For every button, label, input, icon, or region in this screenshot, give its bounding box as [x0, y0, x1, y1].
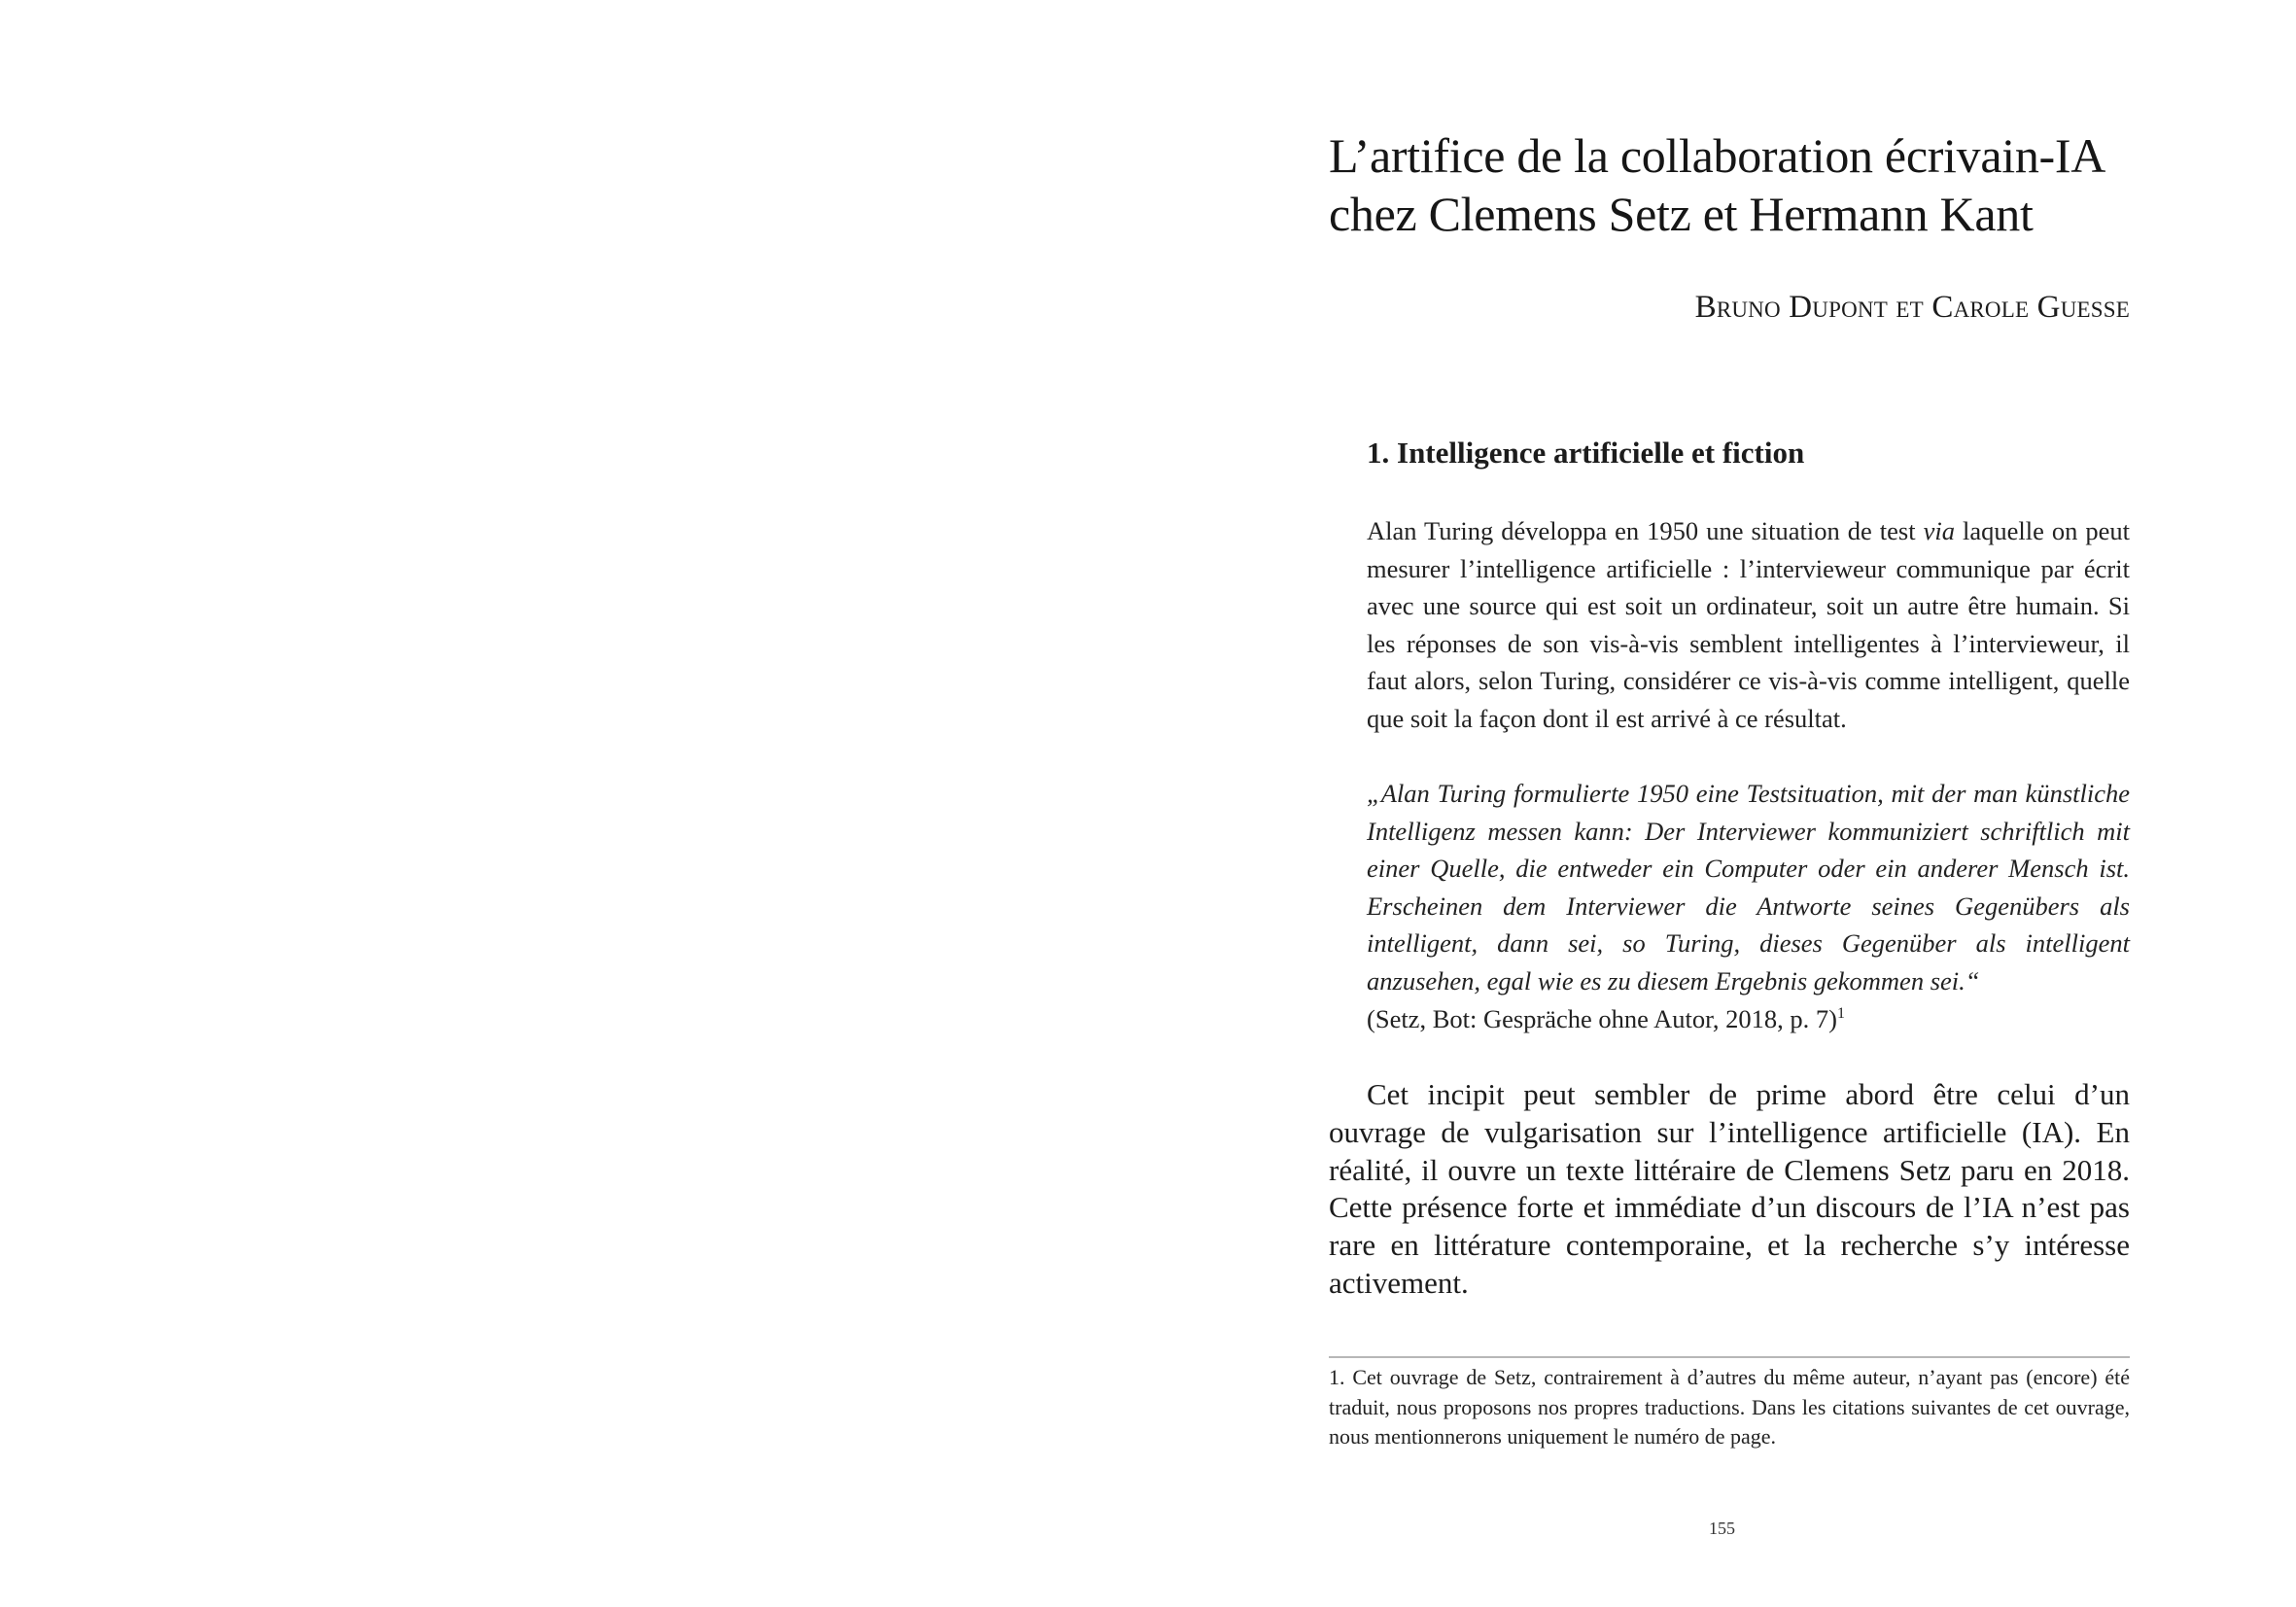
chapter-title-line-1: L’artifice de la collaboration écrivain-IA [1329, 128, 2106, 183]
body-paragraph: Cet incipit peut sembler de prime abord être celui d’un ouvrage de vulgarisation sur l’intelligence artificielle (IA). En réalité, il ouvre un texte littéraire de Clemens Setz paru en 2018. Cette présence forte et immédiate d’un discours de l’IA n’est pas rare en littérature contemporaine, et la recherche s’y intéresse activement. [1329, 1077, 2130, 1300]
intro-paragraph [1367, 512, 2130, 738]
page-number: 155 [1709, 1519, 1735, 1538]
section-heading: 1. Intelligence artificielle et fiction [1367, 436, 1805, 470]
footnote-reference: 1 [1836, 1005, 1845, 1023]
footnote-divider [1329, 1356, 2130, 1358]
quote-citation [1367, 1000, 2130, 1038]
intro-italic-word: via [1923, 516, 1955, 545]
chapter-title [1329, 126, 2130, 243]
footnote: 1. Cet ouvrage de Setz, contrairement à d’autres du même auteur, n’ayant pas (encore) été traduit, nous proposons nos propres traductions. Dans les citations suivantes de cet ouvrage, nous mentionnerons uniquement le numéro de page. [1329, 1365, 2130, 1449]
german-quote: „Alan Turing formulierte 1950 eine Testsituation, mit der man künstliche Intelligenz messen kann: Der Interviewer kommuniziert schriftlich mit einer Quelle, die entweder ein Computer oder ein anderer Mensch ist. Erscheinen dem Interviewer die Antworte seines Gegenübers als intelligent, dann sei, so Turing, dieses Gegenüber als intelligent anzusehen, egal wie es zu diesem Ergebnis gekommen sei.“ [1367, 779, 2130, 996]
quote-citation-text: (Setz, Bot: Gespräche ohne Autor, 2018, p. 7) [1367, 1004, 1837, 1033]
intro-text-end: laquelle on peut mesurer l’intelligence artificielle : l’intervieweur communique par écrit avec une source qui est soit un ordinateur, soit un autre être humain. Si les réponses de son vis-à-vis semblent intelligentes à l’intervieweur, il faut alors, selon Turing, considérer ce vis-à-vis comme intelligent, quelle que soit la façon dont il est arrivé à ce résultat. [1367, 516, 2130, 733]
chapter-title-line-2: chez Clemens Setz et Hermann Kant [1329, 187, 2034, 241]
right-page [1148, 0, 2296, 1607]
intro-text-start: Alan Turing développa en 1950 une situation de test [1367, 516, 1924, 545]
chapter-authors: Bruno Dupont et Carole Guesse [1694, 290, 2130, 325]
